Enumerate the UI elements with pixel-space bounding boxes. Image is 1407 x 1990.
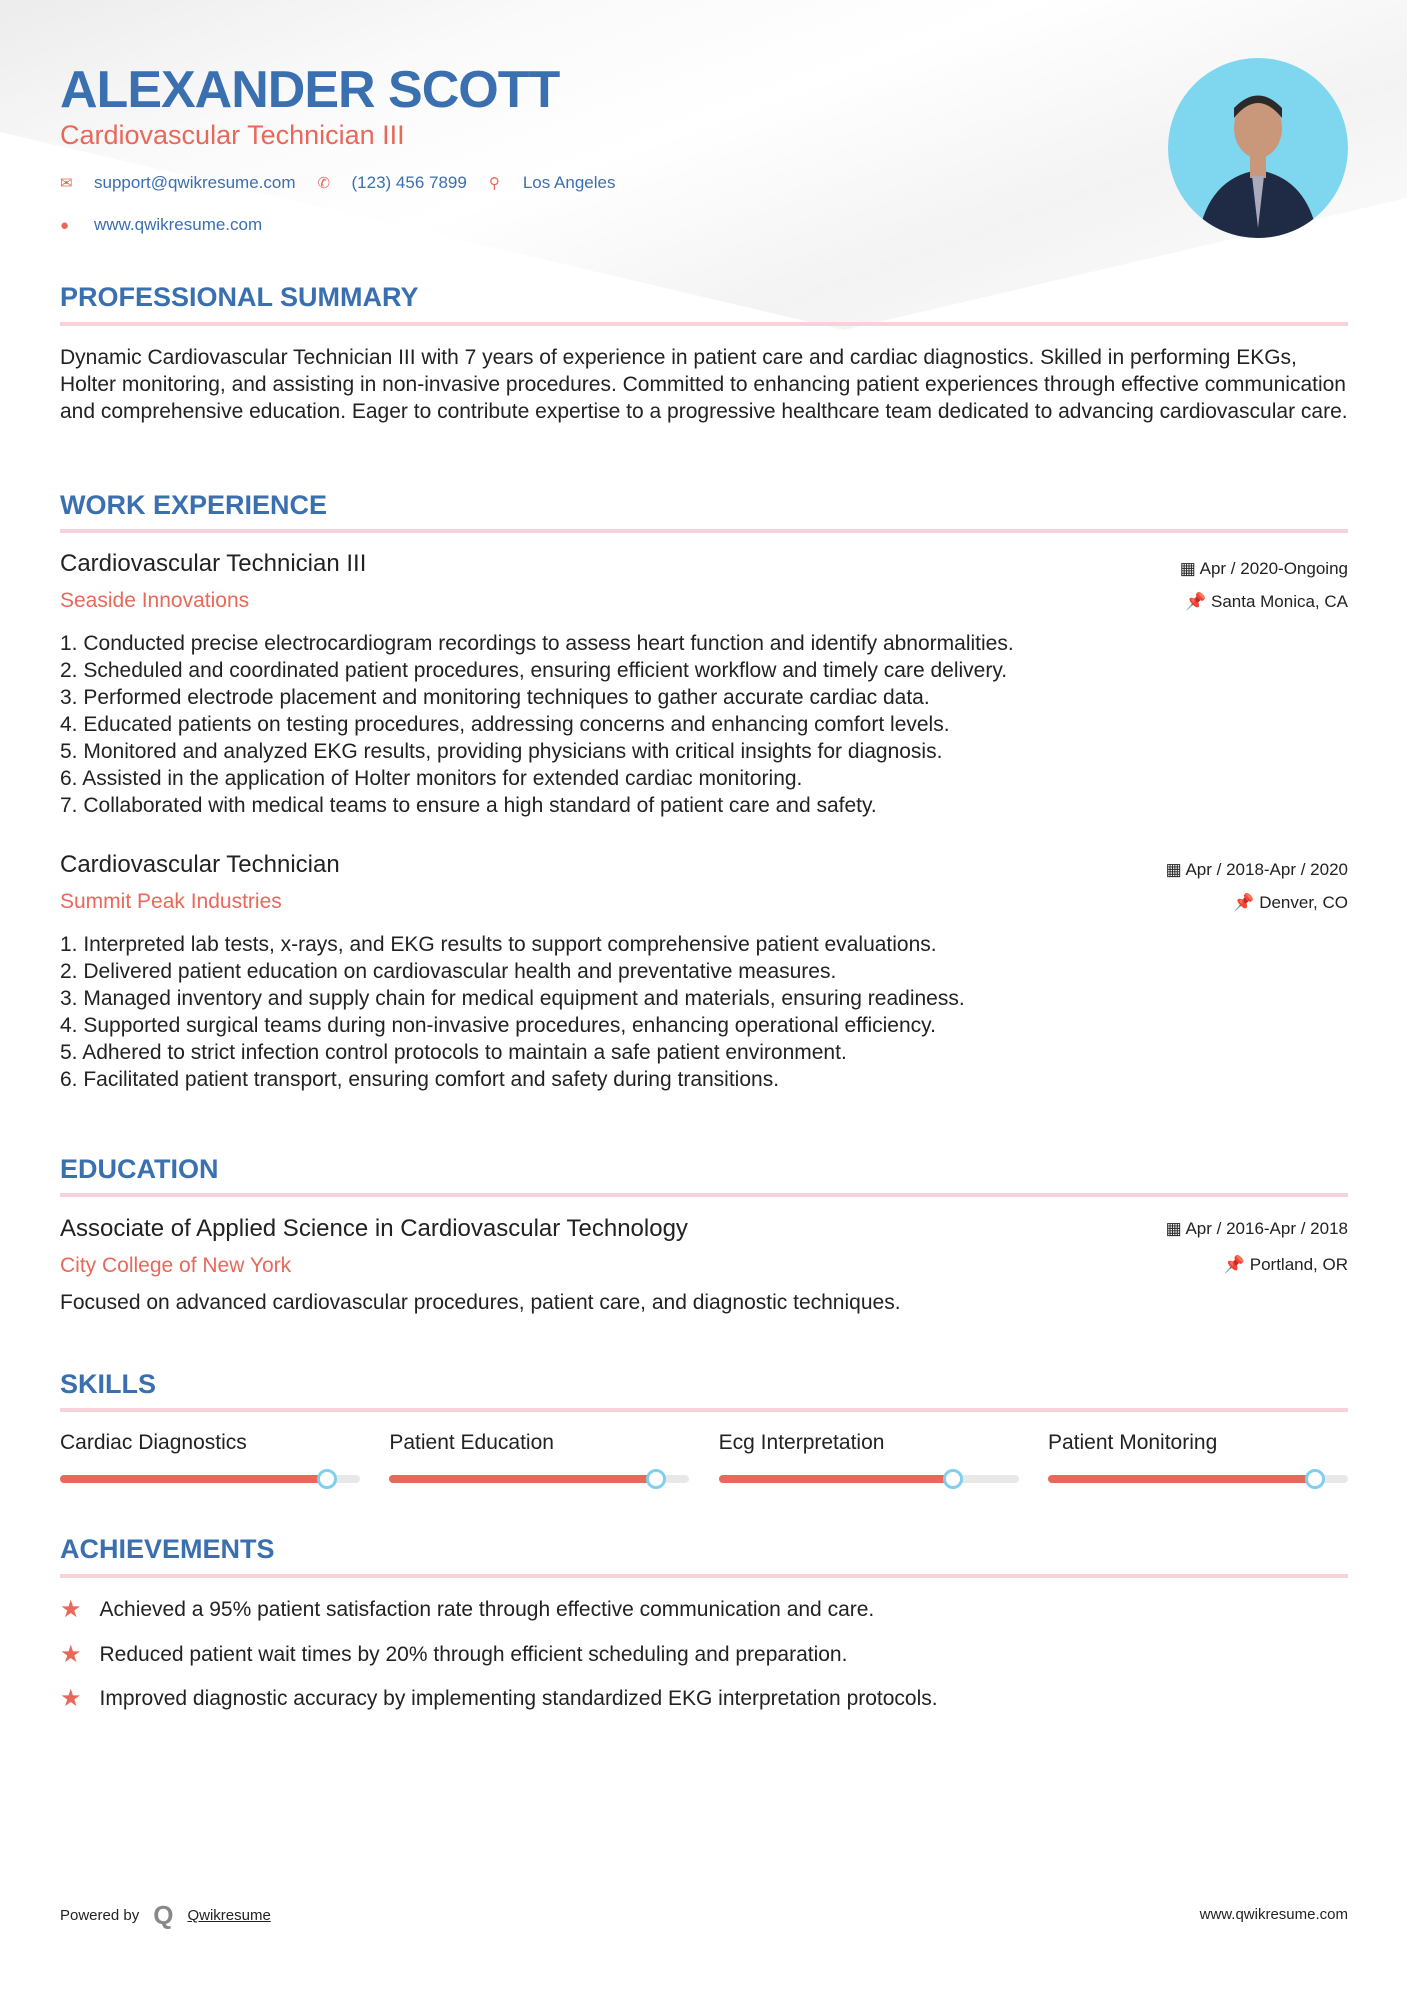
bullet: 5. Adhered to strict infection control protocols to maintain a safe patient environment. — [60, 1041, 847, 1064]
job-dates — [1180, 559, 1348, 579]
skill-bar — [719, 1475, 1019, 1483]
divider — [60, 1574, 1348, 1578]
powered-by-label: Powered by — [60, 1907, 140, 1924]
globe-icon: ● — [60, 216, 70, 234]
skill-label: Cardiac Diagnostics — [60, 1431, 247, 1454]
pin-icon: 📌 — [1233, 893, 1260, 912]
school: City College of New York — [60, 1254, 292, 1277]
website-row — [60, 215, 262, 235]
bullet: 5. Monitored and analyzed EKG results, providing physicians with critical insights for diagnosis. — [60, 740, 943, 763]
dates-text: Apr / 2018-Apr / 2020 — [1185, 860, 1348, 879]
skill-bar — [389, 1475, 689, 1483]
contact-row — [60, 173, 615, 193]
summary-text: Dynamic Cardiovascular Technician III with 7 years of experience in patient care and cardiac diagnostics. Skilled in performing EKGs, Holter monitoring, and assisting in non-invasive procedures. Committed to enhancing patient experiences through effective communication and comprehensive education. Eager to contribute expertise to a progressive healthcare team dedicated to advancing cardiovascular care. — [60, 346, 1348, 423]
bullet: 3. Managed inventory and supply chain for medical equipment and materials, ensuring readiness. — [60, 987, 965, 1010]
bullet: 7. Collaborated with medical teams to ensure a high standard of patient care and safety. — [60, 794, 877, 817]
job-title: Cardiovascular Technician — [60, 851, 340, 878]
footer-brand — [60, 1900, 271, 1931]
location: Los Angeles — [522, 173, 616, 192]
summary-heading: PROFESSIONAL SUMMARY — [60, 282, 419, 312]
skill-label: Ecg Interpretation — [718, 1431, 885, 1454]
star-icon: ★ — [60, 1596, 82, 1623]
divider — [60, 322, 1348, 326]
company: Summit Peak Industries — [60, 890, 282, 913]
bullet: 1. Conducted precise electrocardiogram recordings to assess heart function and identify abnormalities. — [60, 632, 1014, 655]
skill-knob — [1305, 1469, 1325, 1489]
job-title: Cardiovascular Technician III — [60, 550, 367, 577]
skill-bar — [1048, 1475, 1348, 1483]
calendar-icon: ▦ — [1165, 860, 1186, 879]
skill-knob — [646, 1469, 666, 1489]
calendar-icon: ▦ — [1179, 559, 1200, 578]
education-dates — [1166, 1219, 1348, 1239]
brand-link[interactable]: Qwikresume — [187, 1907, 271, 1924]
star-icon: ★ — [60, 1641, 82, 1668]
skill-fill — [1048, 1475, 1315, 1483]
calendar-icon: ▦ — [1165, 1219, 1186, 1238]
bullet: 2. Delivered patient education on cardiovascular health and preventative measures. — [60, 960, 837, 983]
achievement-item — [60, 1640, 847, 1669]
profile-photo — [1168, 58, 1348, 238]
education-heading: EDUCATION — [60, 1154, 219, 1184]
footer-url[interactable]: www.qwikresume.com — [1199, 1906, 1348, 1923]
email-link[interactable]: support@qwikresume.com — [94, 173, 296, 192]
bullet: 4. Supported surgical teams during non-invasive procedures, enhancing operational efficiency. — [60, 1014, 936, 1037]
skill-fill — [389, 1475, 656, 1483]
qwikresume-logo-icon: Q — [153, 1900, 174, 1930]
education-location — [1224, 1255, 1348, 1275]
skills-list — [60, 1431, 1348, 1483]
dates-text: Apr / 2016-Apr / 2018 — [1185, 1219, 1348, 1238]
pin-icon: 📌 — [1223, 1255, 1250, 1274]
location-text: Denver, CO — [1259, 893, 1348, 912]
bullet: 2. Scheduled and coordinated patient procedures, ensuring efficient workflow and timely care delivery. — [60, 659, 1008, 682]
company: Seaside Innovations — [60, 589, 250, 612]
skill-label: Patient Education — [389, 1431, 554, 1454]
education-description: Focused on advanced cardiovascular procedures, patient care, and diagnostic techniques. — [60, 1291, 901, 1314]
dates-text: Apr / 2020-Ongoing — [1199, 559, 1348, 578]
achievement-item — [60, 1684, 938, 1713]
job-dates — [1166, 860, 1348, 880]
skill-item — [719, 1431, 1019, 1483]
skill-item — [60, 1431, 360, 1483]
skill-fill — [719, 1475, 953, 1483]
skill-label: Patient Monitoring — [1047, 1431, 1218, 1454]
location-text: Portland, OR — [1249, 1255, 1348, 1274]
divider — [60, 1193, 1348, 1197]
skill-item — [1048, 1431, 1348, 1483]
bullet: 3. Performed electrode placement and monitoring techniques to gather accurate cardiac data. — [60, 686, 930, 709]
skill-bar — [60, 1475, 360, 1483]
skill-item — [389, 1431, 689, 1483]
location-text: Santa Monica, CA — [1210, 592, 1348, 611]
pin-icon: 📌 — [1185, 592, 1211, 611]
achievement-item — [60, 1595, 874, 1624]
bullet: 4. Educated patients on testing procedures, addressing concerns and enhancing comfort levels. — [60, 713, 950, 736]
star-icon: ★ — [60, 1685, 82, 1712]
skill-knob — [943, 1469, 963, 1489]
location-icon: ⚲ — [488, 175, 500, 192]
achievement-text: Improved diagnostic accuracy by implementing standardized EKG interpretation protocols. — [99, 1686, 938, 1710]
job-location — [1185, 592, 1348, 612]
skill-knob — [317, 1469, 337, 1489]
candidate-name: ALEXANDER SCOTT — [60, 61, 560, 119]
achievement-text: Reduced patient wait times by 20% through efficient scheduling and preparation. — [99, 1642, 848, 1666]
email-icon: ✉ — [60, 175, 73, 192]
achievements-heading: ACHIEVEMENTS — [60, 1534, 275, 1564]
bullet: 1. Interpreted lab tests, x-rays, and EKG results to support comprehensive patient evaluations. — [60, 933, 937, 956]
degree: Associate of Applied Science in Cardiovascular Technology — [60, 1215, 688, 1242]
job-location — [1233, 893, 1348, 913]
bullet: 6. Facilitated patient transport, ensuring comfort and safety during transitions. — [60, 1068, 780, 1091]
work-heading: WORK EXPERIENCE — [60, 490, 328, 520]
job-title: Cardiovascular Technician III — [60, 120, 405, 150]
skill-fill — [60, 1475, 327, 1483]
divider — [60, 1408, 1348, 1412]
website-link[interactable]: www.qwikresume.com — [94, 215, 263, 234]
divider — [60, 529, 1348, 533]
phone-icon: ✆ — [317, 175, 331, 192]
job-bullets — [60, 931, 1348, 1093]
bullet: 6. Assisted in the application of Holter monitors for extended cardiac monitoring. — [60, 767, 803, 790]
achievement-text: Achieved a 95% patient satisfaction rate through effective communication and care. — [99, 1597, 875, 1621]
phone: (123) 456 7899 — [351, 173, 467, 192]
skills-heading: SKILLS — [60, 1369, 157, 1399]
job-bullets — [60, 630, 1348, 819]
